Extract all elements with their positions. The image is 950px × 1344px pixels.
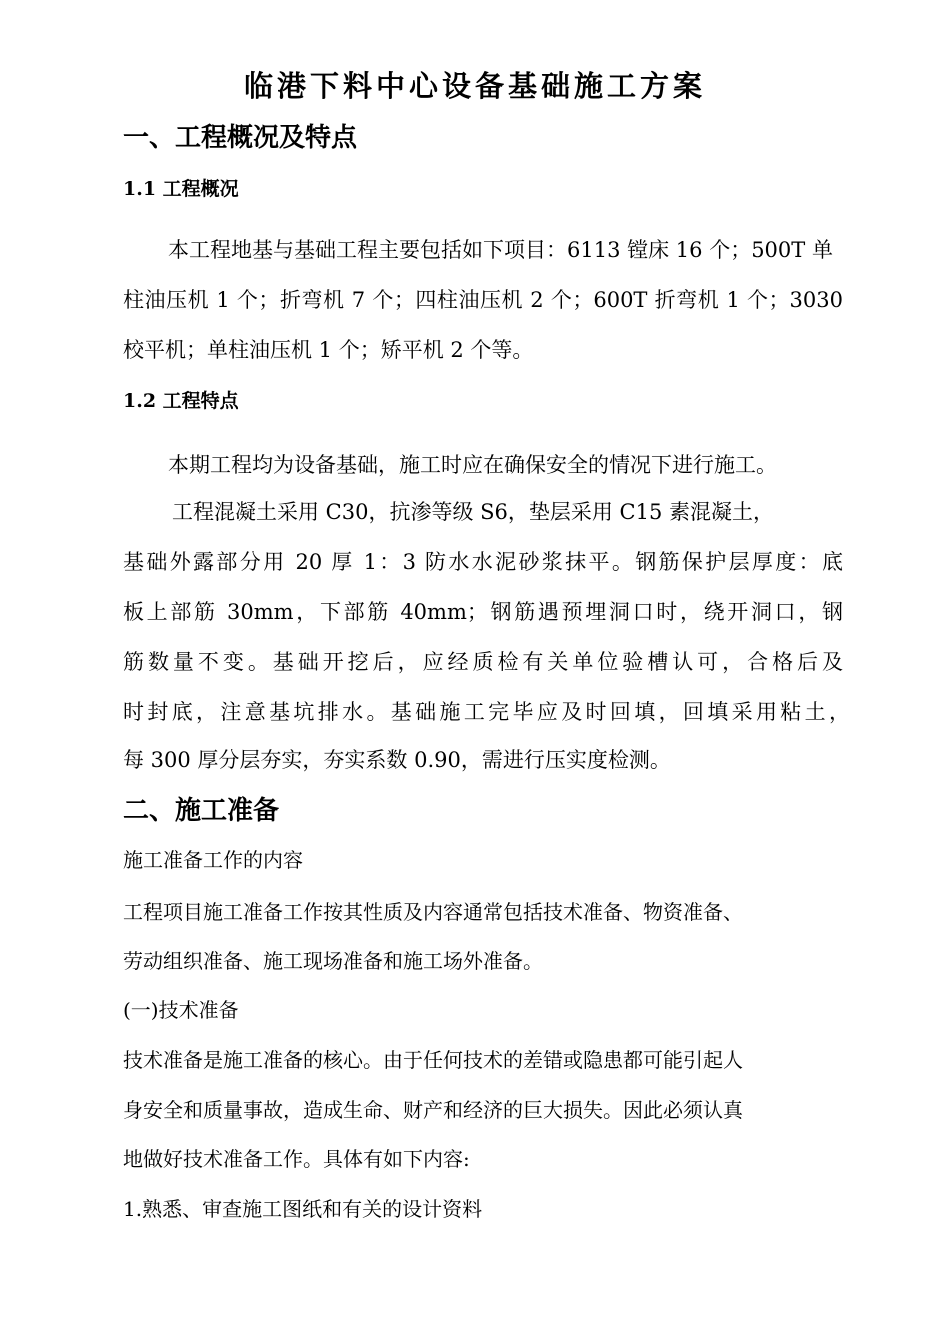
paragraph-line: 地做好技术准备工作。具体有如下内容: <box>123 1147 470 1171</box>
paragraph-line: 本工程地基与基础工程主要包括如下项目：6113 镗床 16 个；500T 单 <box>168 238 833 262</box>
paragraph-line: 板上部筋 30mm，下部筋 40mm；钢筋遇预埋洞口时，绕开洞口，钢 <box>123 600 843 624</box>
paragraph-line: 劳动组织准备、施工现场准备和施工场外准备。 <box>123 949 543 973</box>
paragraph-line: 身安全和质量事故，造成生命、财产和经济的巨大损失。因此必须认真 <box>123 1098 743 1122</box>
subsection-1-1-heading: 1.1 工程概况 <box>123 178 239 200</box>
paragraph-line: 柱油压机 1 个；折弯机 7 个；四柱油压机 2 个；600T 折弯机 1 个；3030 <box>123 288 843 312</box>
paragraph-line: 校平机；单柱油压机 1 个；矫平机 2 个等。 <box>123 338 534 362</box>
paragraph-line: 施工准备工作的内容 <box>123 848 303 872</box>
paragraph-line: 本期工程均为设备基础，施工时应在确保安全的情况下进行施工。 <box>168 453 777 477</box>
paragraph-line: 基础外露部分用 20 厚 1：3 防水水泥砂浆抹平。钢筋保护层厚度：底 <box>123 550 843 574</box>
paragraph-line: 工程混凝土采用 C30，抗渗等级 S6，垫层采用 C15 素混凝土， <box>172 500 775 524</box>
paragraph-line: 时封底，注意基坑排水。基础施工完毕应及时回填，回填采用粘土， <box>123 700 850 724</box>
paragraph-line: 每 300 厚分层夯实，夯实系数 0.90，需进行压实度检测。 <box>123 748 671 772</box>
paragraph-line: 筋数量不变。基础开挖后，应经质检有关单位验槽认可，合格后及 <box>123 650 843 674</box>
subsection-1-2-heading: 1.2 工程特点 <box>123 390 239 412</box>
document-title: 临港下料中心设备基础施工方案 <box>243 69 706 103</box>
paragraph-line: 技术准备是施工准备的核心。由于任何技术的差错或隐患都可能引起人 <box>123 1048 743 1072</box>
section-2-heading: 二、施工准备 <box>123 796 280 826</box>
section-1-heading: 一、工程概况及特点 <box>123 123 358 153</box>
paragraph-line: 1.熟悉、审查施工图纸和有关的设计资料 <box>123 1197 483 1221</box>
paragraph-line: (一)技术准备 <box>123 998 239 1022</box>
paragraph-line: 工程项目施工准备工作按其性质及内容通常包括技术准备、物资准备、 <box>123 900 743 924</box>
